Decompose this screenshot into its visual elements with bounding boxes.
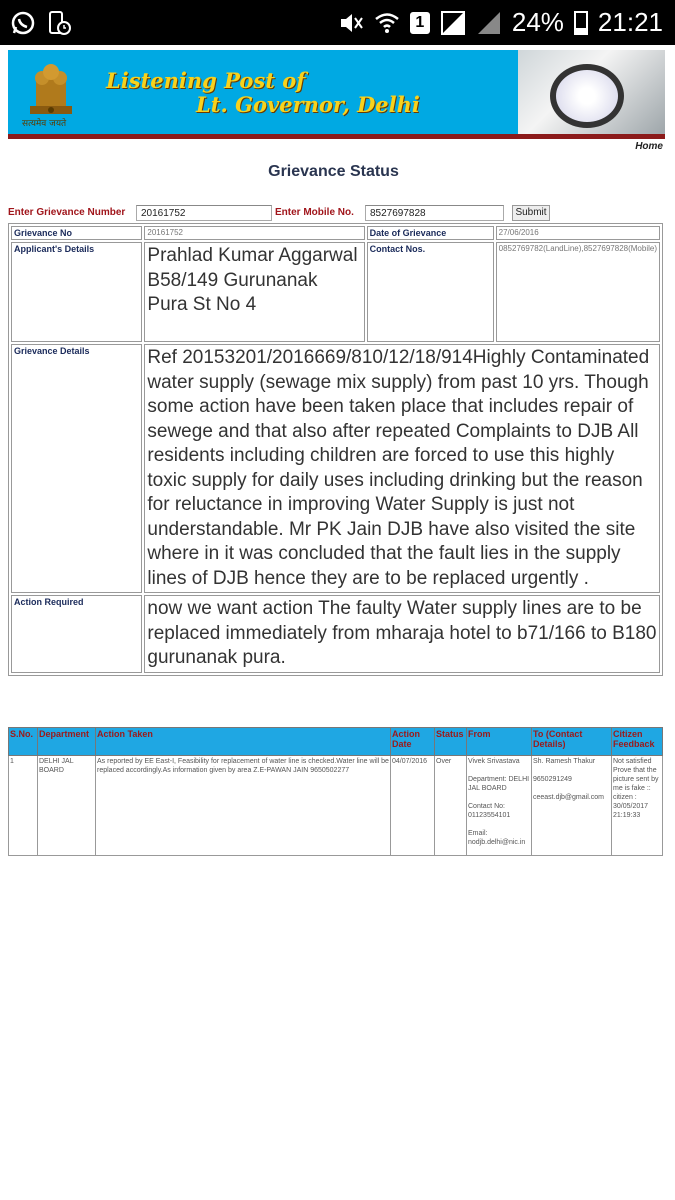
signal-icon — [476, 10, 502, 36]
cell-from — [467, 756, 532, 856]
col-feedback: Citizen Feedback — [612, 728, 663, 756]
action-required-label: Action Required — [11, 595, 142, 673]
home-link[interactable]: Home — [635, 141, 663, 152]
to-email: ceeast.djb@gmail.com — [533, 794, 604, 801]
to-phone: 9650291249 — [533, 776, 572, 783]
mobile-input[interactable] — [365, 205, 504, 221]
table-row — [9, 756, 663, 856]
contact-label: Contact Nos. — [367, 242, 494, 342]
cell-to — [532, 756, 612, 856]
mute-icon — [338, 10, 364, 36]
col-status: Status — [435, 728, 467, 756]
action-required-value: now we want action The faulty Water supply lines are to be replaced immediately from mharaja hotel to b71/166 to B180 gurunanak pura. — [144, 595, 660, 673]
page-title: Grievance Status — [268, 163, 399, 180]
grievance-no-label: Grievance No — [11, 226, 142, 240]
col-department: Department — [38, 728, 96, 756]
col-sno: S.No. — [9, 728, 38, 756]
to-name: Sh. Ramesh Thakur — [533, 758, 596, 765]
submit-button[interactable]: Submit — [512, 205, 550, 221]
battery-icon — [574, 11, 588, 35]
battery-percent: 24% — [511, 7, 564, 37]
grievance-details-value: Ref 20153201/2016669/810/12/18/914Highly Contaminated water supply (sewage mix supply) from past 10 yrs. Though some action have been taken place that includes repair of sewege and that also after repeated Complaints to DJB All residents including children are forced to use this highly toxic supply for daily uses including drinking but the reason for reluctance in improving Water Supply is just not understandable. Mr PK Jain DJB have also visited the site where in it was concluded that the fault lies in the supply lines of DJB hence they are to be replaced urgently . — [144, 344, 660, 593]
from-name: Vivek Srivastava — [468, 758, 520, 765]
grievance-details-table — [8, 223, 663, 676]
cell-status: Over — [435, 756, 467, 856]
grievance-number-input[interactable] — [136, 205, 272, 221]
table-header-row — [9, 728, 663, 756]
whatsapp-icon — [10, 10, 36, 36]
banner-title-line2: Lt. Governor, Delhi — [196, 92, 420, 117]
applicant-value: Prahlad Kumar Aggarwal B58/149 Gurunanak Pura St No 4 — [144, 242, 364, 342]
no-signal-icon — [440, 10, 466, 36]
col-to: To (Contact Details) — [532, 728, 612, 756]
table-row — [11, 344, 660, 593]
web-page — [0, 45, 675, 1200]
grievance-details-label: Grievance Details — [11, 344, 142, 593]
clock: 21:21 — [597, 7, 663, 37]
cell-action-taken: As reported by EE East-I, Feasibility for replacement of water line is checked.Water line will be replaced accordingly.As information given by area Z.E-PAWAN JAIN 9650502277 — [96, 756, 391, 856]
col-action-date: Action Date — [391, 728, 435, 756]
banner-title-line1: Listening Post of — [106, 68, 306, 93]
action-taken-table — [8, 727, 663, 856]
from-department: Department: DELHI JAL BOARD — [468, 776, 530, 792]
mobile-label: Enter Mobile No. — [275, 207, 354, 218]
magnifier-icon — [550, 64, 624, 128]
cell-department: DELHI JAL BOARD — [38, 756, 96, 856]
sim-badge: 1 — [410, 12, 430, 34]
col-action-taken: Action Taken — [96, 728, 391, 756]
site-banner — [8, 50, 665, 134]
date-value: 27/06/2016 — [496, 226, 660, 240]
date-label: Date of Grievance — [367, 226, 494, 240]
table-row — [11, 226, 660, 240]
search-form — [8, 205, 665, 223]
grievance-number-label: Enter Grievance Number — [8, 207, 126, 218]
cell-sno: 1 — [9, 756, 38, 856]
col-from: From — [467, 728, 532, 756]
grievance-no-value: 20161752 — [144, 226, 364, 240]
banner-divider — [8, 134, 665, 139]
wifi-icon — [374, 10, 400, 36]
contact-value: 0852769782(LandLine),8527697828(Mobile) — [496, 242, 660, 342]
from-contact: Contact No: 01123554101 — [468, 803, 511, 819]
applicant-label: Applicant's Details — [11, 242, 142, 342]
emblem-motto: सत्यमेव जयते — [22, 119, 67, 129]
table-row — [11, 242, 660, 342]
from-email: Email: nodjb.delhi@nic.in — [468, 830, 526, 846]
cell-feedback: Not satisfied Prove that the picture sent by me is fake :: citizen : 30/05/2017 21:19:33 — [612, 756, 663, 856]
table-row — [11, 595, 660, 673]
cell-action-date: 04/07/2016 — [391, 756, 435, 856]
phone-clock-icon — [46, 10, 72, 36]
status-bar — [0, 0, 675, 45]
